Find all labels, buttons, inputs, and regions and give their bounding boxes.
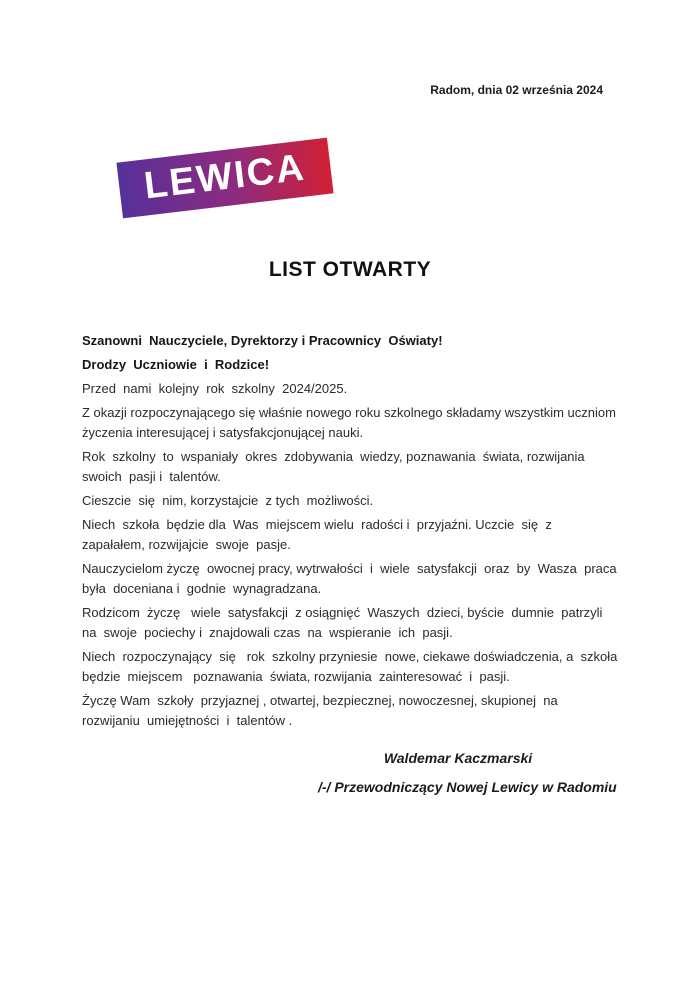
signatory-role: /-/ Przewodniczący Nowej Lewicy w Radomiu: [318, 779, 617, 795]
paragraph: [82, 603, 634, 643]
paragraph-line: będzie miejscem poznawania świata, rozwijania zainteresować i pasji.: [82, 669, 510, 684]
signature-block: [318, 750, 617, 796]
paragraph-line: Życzę Wam szkoły przyjaznej , otwartej, bezpiecznej, nowoczesnej, skupionej na: [82, 693, 558, 708]
paragraph: [82, 691, 634, 731]
paragraph: [82, 515, 634, 555]
paragraph-line: Rok szkolny to wspaniały okres zdobywania wiedzy, poznawania świata, rozwijania: [82, 449, 585, 464]
paragraph-line: Cieszcie się nim, korzystajcie z tych możliwości.: [82, 493, 374, 508]
paragraph-line: Przed nami kolejny rok szkolny 2024/2025.: [82, 381, 348, 396]
paragraph: [82, 379, 634, 399]
paragraph-line: na swoje pociechy i znajdowali czas na wspieranie ich pasji.: [82, 625, 453, 640]
signatory-name: Waldemar Kaczmarski: [383, 750, 533, 766]
paragraph-line: Szanowni Nauczyciele, Dyrektorzy i Pracownicy Oświaty!: [82, 333, 443, 348]
paragraph: [82, 647, 634, 687]
paragraph-line: Drodzy Uczniowie i Rodzice!: [82, 357, 270, 372]
paragraph-line: swoich pasji i talentów.: [82, 469, 221, 484]
lewica-logo: [116, 138, 333, 219]
letter-body: [82, 331, 634, 735]
paragraph-line: Nauczycielom życzę owocnej pracy, wytrwałości i wiele satysfakcji oraz by Wasza praca: [82, 561, 617, 576]
salutation-teachers: [82, 331, 634, 351]
paragraph: [82, 559, 634, 599]
paragraph-line: Rodzicom życzę wiele satysfakcji z osiągnięć Waszych dzieci, byście dumnie patrzyli: [82, 605, 603, 620]
paragraph-line: rozwijaniu umiejętności i talentów .: [82, 713, 293, 728]
paragraph: [82, 491, 634, 511]
paragraph-line: życzenia interesującej i satysfakcjonującej nauki.: [82, 425, 364, 440]
letter-title: LIST OTWARTY: [268, 258, 432, 281]
paragraph-line: Niech szkoła będzie dla Was miejscem wielu radości i przyjaźni. Uczcie się z: [82, 517, 552, 532]
paragraph: [82, 447, 634, 487]
letter-date: Radom, dnia 02 września 2024: [430, 83, 603, 97]
paragraph: [82, 403, 634, 443]
paragraph-line: zapałałem, rozwijajcie swoje pasje.: [82, 537, 291, 552]
lewica-logo-text: LEWICA: [142, 146, 308, 208]
paragraph-line: była doceniana i godnie wynagradzana.: [82, 581, 322, 596]
paragraph-line: Z okazji rozpoczynającego się właśnie nowego roku szkolnego składamy wszystkim uczniom: [82, 405, 616, 420]
salutation-students: [82, 355, 634, 375]
paragraph-line: Niech rozpoczynający się rok szkolny przyniesie nowe, ciekawe doświadczenia, a szkoła: [82, 649, 618, 664]
